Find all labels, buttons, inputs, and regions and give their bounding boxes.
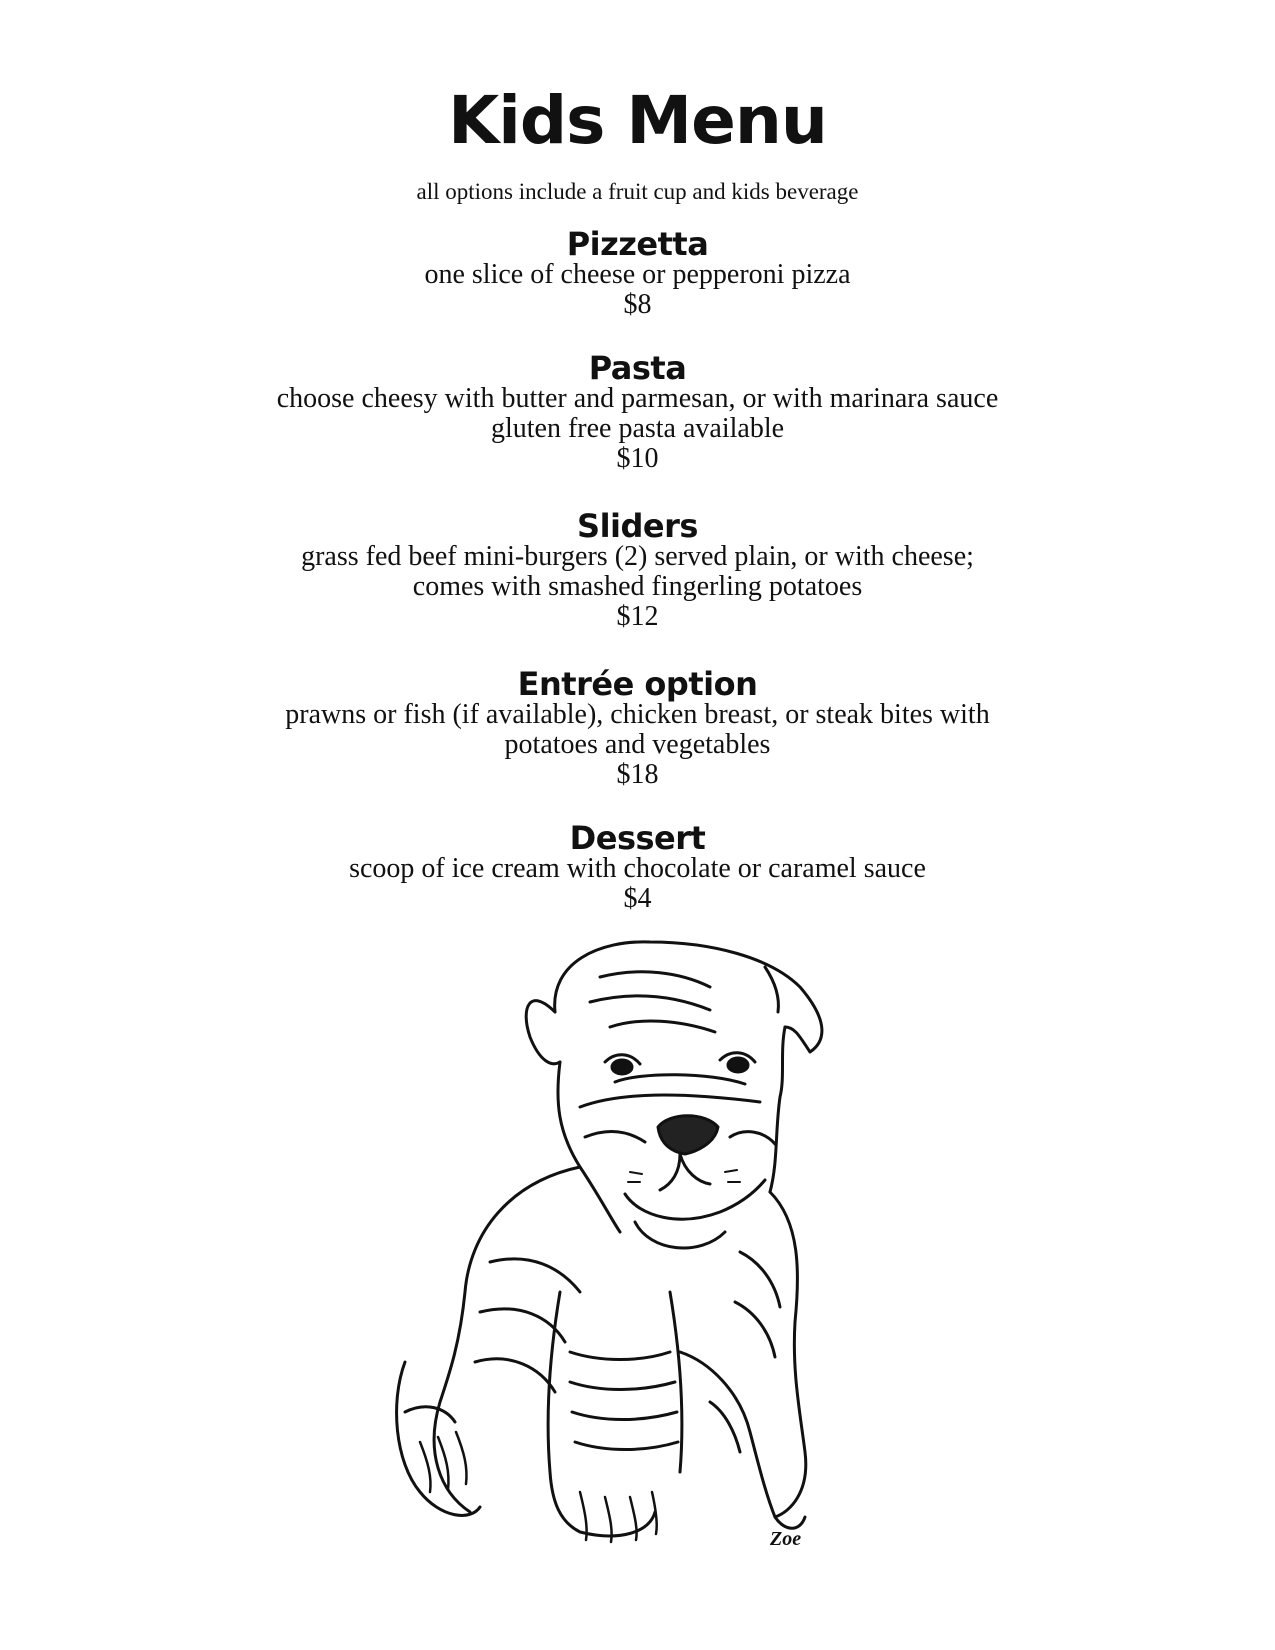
- item-name: Pizzetta: [566, 225, 709, 263]
- item-description: one slice of cheese or pepperoni pizza: [424, 259, 851, 290]
- item-description-cont: potatoes and vegetables: [504, 729, 771, 760]
- item-description: prawns or fish (if available), chicken breast, or steak bites with: [285, 699, 990, 730]
- item-description-cont: comes with smashed fingerling potatoes: [412, 571, 863, 602]
- menu-item-entree-option: [0, 665, 1275, 790]
- menu-item-pizzetta: [0, 225, 1275, 320]
- item-name: Pasta: [588, 349, 687, 387]
- menu-item-sliders: [0, 507, 1275, 632]
- menu-title: Kids Menu: [448, 82, 827, 159]
- item-price: $10: [616, 443, 659, 474]
- menu-item-dessert: [0, 819, 1275, 914]
- item-name: Entrée option: [517, 665, 758, 703]
- item-price: $12: [616, 601, 659, 632]
- item-name: Sliders: [577, 507, 698, 545]
- item-description: grass fed beef mini-burgers (2) served plain, or with cheese;: [301, 541, 974, 572]
- item-price: $8: [623, 289, 652, 320]
- item-description: choose cheesy with butter and parmesan, or with marinara sauce: [276, 383, 999, 414]
- artist-signature: Zoe: [770, 1528, 802, 1550]
- menu-item-pasta: [0, 349, 1275, 474]
- menu-subtitle: all options include a fruit cup and kids beverage: [416, 179, 859, 204]
- item-name: Dessert: [569, 819, 706, 857]
- item-note: gluten free pasta available: [490, 413, 785, 444]
- item-description: scoop of ice cream with chocolate or caramel sauce: [349, 853, 926, 884]
- shar-pei-puppy-illustration: [380, 932, 860, 1572]
- item-price: $4: [623, 883, 652, 914]
- item-price: $18: [616, 759, 659, 790]
